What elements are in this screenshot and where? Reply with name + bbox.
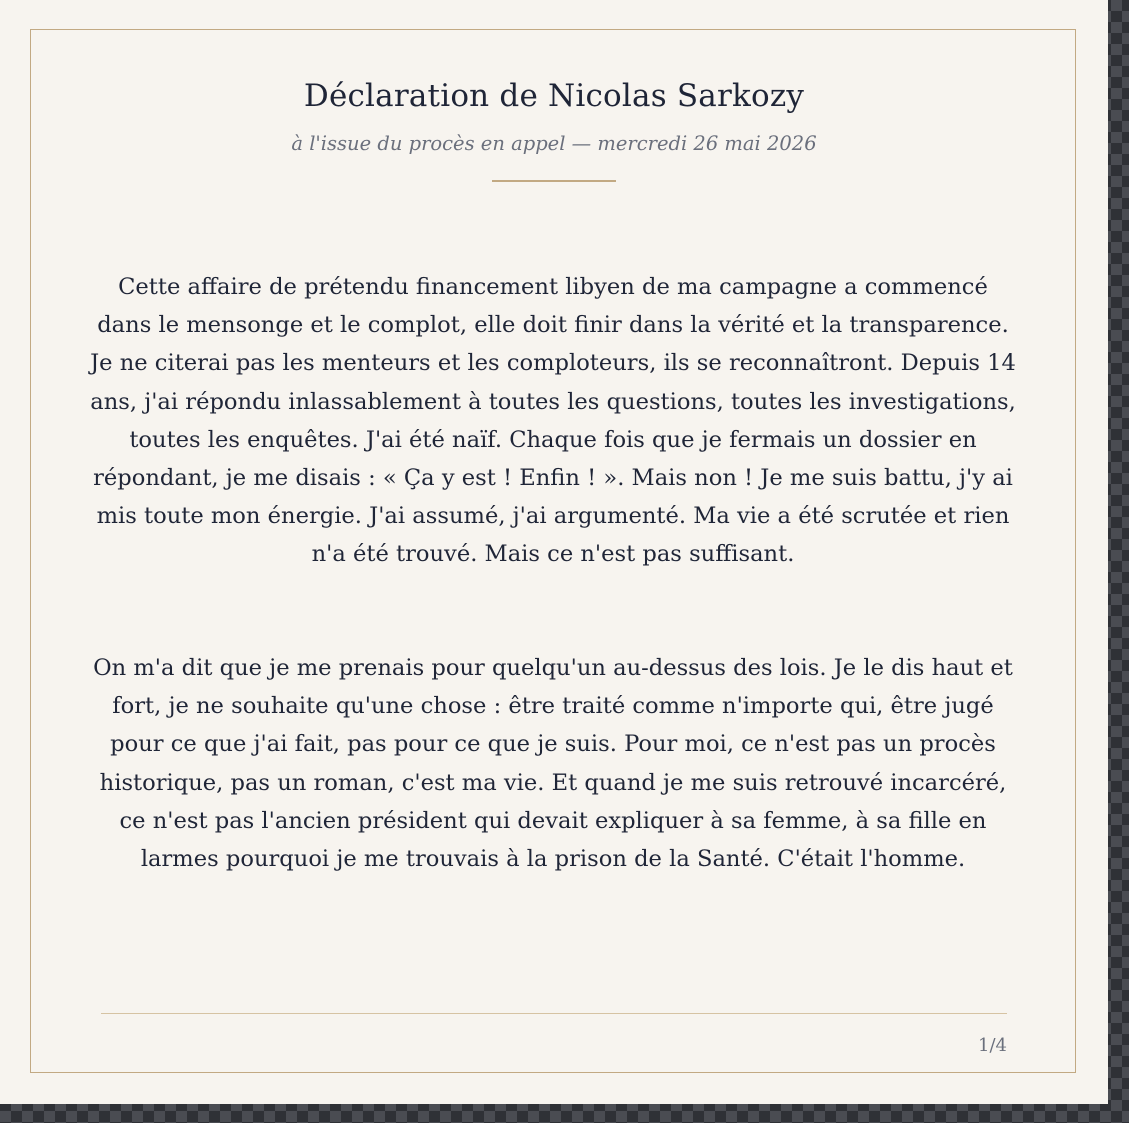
footer-divider	[101, 1013, 1007, 1014]
title-divider	[492, 180, 616, 182]
page-number: 1/4	[978, 1035, 1007, 1056]
document-subtitle: à l'issue du procès en appel — mercredi 26 mai 2026	[291, 132, 817, 155]
paragraph-2: On m'a dit que je me prenais pour quelqu'un au-dessus des lois. Je le dis haut et fort, je ne souhaite qu'une chose : être traité comme n'importe qui, être jugé pour ce que j'ai fait, pas pour ce que je suis. Pour moi, ce n'est pas un procès historique, pas un roman, c'est ma vie. Et quand je me suis retrouvé incarcéré, ce n'est pas l'ancien président qui devait expliquer à sa femme, à sa fille en larmes pourquoi je me trouvais à la prison de la Santé. C'était l'homme.	[93, 655, 1013, 873]
paragraph-1: Cette affaire de prétendu financement libyen de ma campagne a commencé dans le mensonge et le complot, elle doit finir dans la vérité et la transparence. Je ne citerai pas les menteurs et les comploteurs, ils se reconnaîtront. Depuis 14 ans, j'ai répondu inlassablement à toutes les questions, toutes les investigations, toutes les enquêtes. J'ai été naïf. Chaque fois que je fermais un dossier en répondant, je me disais : « Ça y est ! Enfin ! ». Mais non ! Je me suis battu, j'y ai mis toute mon énergie. J'ai assumé, j'ai argumenté. Ma vie a été scrutée et rien n'a été trouvé. Mais ce n'est pas suffisant.	[90, 274, 1016, 568]
document-title: Déclaration de Nicolas Sarkozy	[303, 78, 805, 114]
